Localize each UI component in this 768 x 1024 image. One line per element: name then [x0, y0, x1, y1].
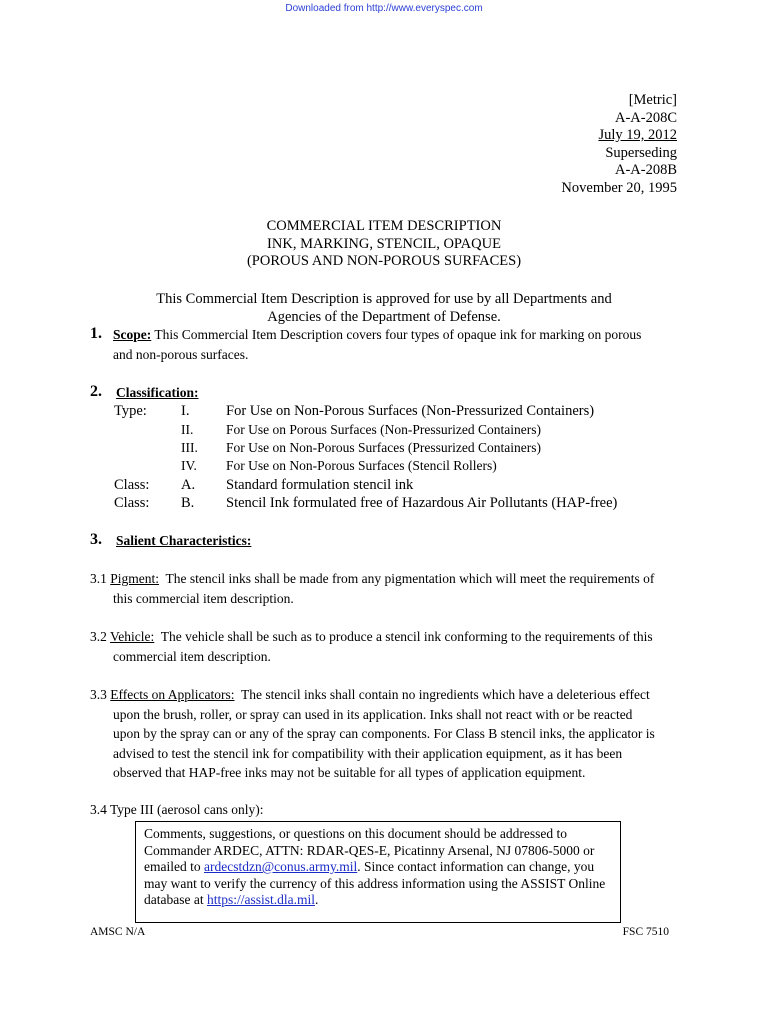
approval-line-1: This Commercial Item Description is approved for use by all Departments and: [156, 291, 612, 307]
class-row-desc: Stencil Ink formulated free of Hazardous Air Pollutants (HAP-free): [226, 495, 618, 511]
paragraph-text: The stencil inks shall contain no ingredients which have a deleterious effect: [241, 687, 650, 702]
previous-document-id: A-A-208B: [614, 162, 677, 178]
class-row-label: Type:: [114, 403, 147, 419]
paragraph-text: The stencil inks shall be made from any pigmentation which will meet the requirements of: [165, 571, 655, 586]
approval-statement: [0, 291, 768, 326]
class-row-code: B.: [181, 495, 195, 511]
paragraph-text: this commercial item description.: [113, 590, 294, 606]
scope-text-2: and non-porous surfaces.: [113, 346, 249, 362]
section-1-number: 1.: [90, 325, 102, 342]
title-line-2: INK, MARKING, STENCIL, OPAQUE: [267, 235, 501, 252]
class-row-code: IV.: [181, 458, 197, 473]
paragraph-text: advised to test the stencil ink for compatibility with their application equipment, as it has been: [113, 745, 623, 761]
paragraph-text: upon by the spray can or any of the spray can components. For Class B stencil inks, the applicator is: [113, 726, 655, 741]
section-2-number: 2.: [90, 383, 102, 400]
class-row-desc: For Use on Non-Porous Surfaces (Pressurized Containers): [226, 440, 541, 455]
comment-line: may want to verify the currency of this address information using the ASSIST Online: [144, 875, 606, 891]
class-row-label: Class:: [114, 477, 150, 493]
document-id: A-A-208C: [614, 109, 677, 126]
paragraph-number: 3.1: [90, 571, 107, 586]
approval-line-2: Agencies of the Department of Defense.: [267, 308, 501, 325]
class-row-code: III.: [181, 440, 198, 455]
class-row-label: Class:: [114, 495, 150, 511]
footer-amsc: AMSC N/A: [90, 926, 146, 938]
paragraph-text: upon the brush, roller, or spray can used in its application. Inks shall not react with or be reacted: [113, 706, 633, 722]
document-date: July 19, 2012: [598, 127, 677, 143]
paragraph-label: Effects on Applicators:: [110, 687, 235, 702]
class-row-desc: Standard formulation stencil ink: [226, 477, 414, 493]
paragraph-number: 3.3: [90, 687, 107, 702]
email-link[interactable]: ardecstdzn@conus.army.mil: [203, 859, 358, 874]
paragraph-label: Pigment:: [110, 571, 160, 586]
class-row-desc: For Use on Non-Porous Surfaces (Non-Pressurized Containers): [226, 403, 595, 419]
paragraph-text: observed that HAP-free inks may not be suitable for all types of application equipment.: [113, 765, 586, 780]
paragraph-3-2: [90, 627, 690, 666]
document-header: [561, 92, 677, 197]
paragraph-3-3: [90, 685, 690, 783]
metric-label: [Metric]: [628, 92, 677, 108]
section-1-scope: [113, 325, 693, 364]
comment-text: . Since contact information can change, you: [357, 859, 595, 874]
comment-line: Commander ARDEC, ATTN: RDAR-QES-E, Picatinny Arsenal, NJ 07806-5000 or: [144, 842, 595, 858]
title-line-1: COMMERCIAL ITEM DESCRIPTION: [266, 218, 502, 234]
comment-line: Comments, suggestions, or questions on this document should be addressed to: [144, 826, 567, 841]
download-note: Downloaded from http://www.everyspec.com: [285, 3, 483, 14]
footer-fsc: FSC 7510: [622, 926, 669, 938]
class-row-code: A.: [181, 477, 196, 493]
class-row-desc: For Use on Porous Surfaces (Non-Pressurized Containers): [226, 422, 541, 437]
paragraph-text: commercial item description.: [113, 648, 271, 664]
paragraph-3-4: 3.4 Type III (aerosol cans only):: [90, 802, 264, 817]
class-row-code: II.: [181, 422, 194, 437]
paragraph-3-1: [90, 569, 690, 608]
class-row-desc: For Use on Non-Porous Surfaces (Stencil Rollers): [226, 458, 497, 473]
comment-box: [135, 821, 621, 923]
class-row-code: I.: [181, 403, 190, 419]
section-3-number: 3.: [90, 531, 102, 548]
title-line-3: (POROUS AND NON-POROUS SURFACES): [246, 253, 522, 269]
comment-text: database at: [144, 892, 207, 907]
classification-heading: Classification:: [116, 385, 199, 400]
superseding-label: Superseding: [605, 144, 677, 161]
comment-text: emailed to: [144, 859, 204, 874]
scope-text-1: This Commercial Item Description covers four types of opaque ink for marking on porous: [154, 327, 642, 342]
paragraph-text: The vehicle shall be such as to produce a stencil ink conforming to the requirements of this: [160, 629, 653, 644]
document-title: [0, 218, 768, 271]
previous-document-date: November 20, 1995: [561, 179, 677, 196]
salient-heading: Salient Characteristics:: [116, 533, 252, 548]
assist-link[interactable]: https://assist.dla.mil: [206, 892, 315, 907]
paragraph-label: Vehicle:: [110, 629, 155, 644]
comment-text: .: [314, 892, 319, 907]
paragraph-number: 3.2: [90, 629, 107, 644]
scope-heading: Scope:: [113, 327, 152, 342]
